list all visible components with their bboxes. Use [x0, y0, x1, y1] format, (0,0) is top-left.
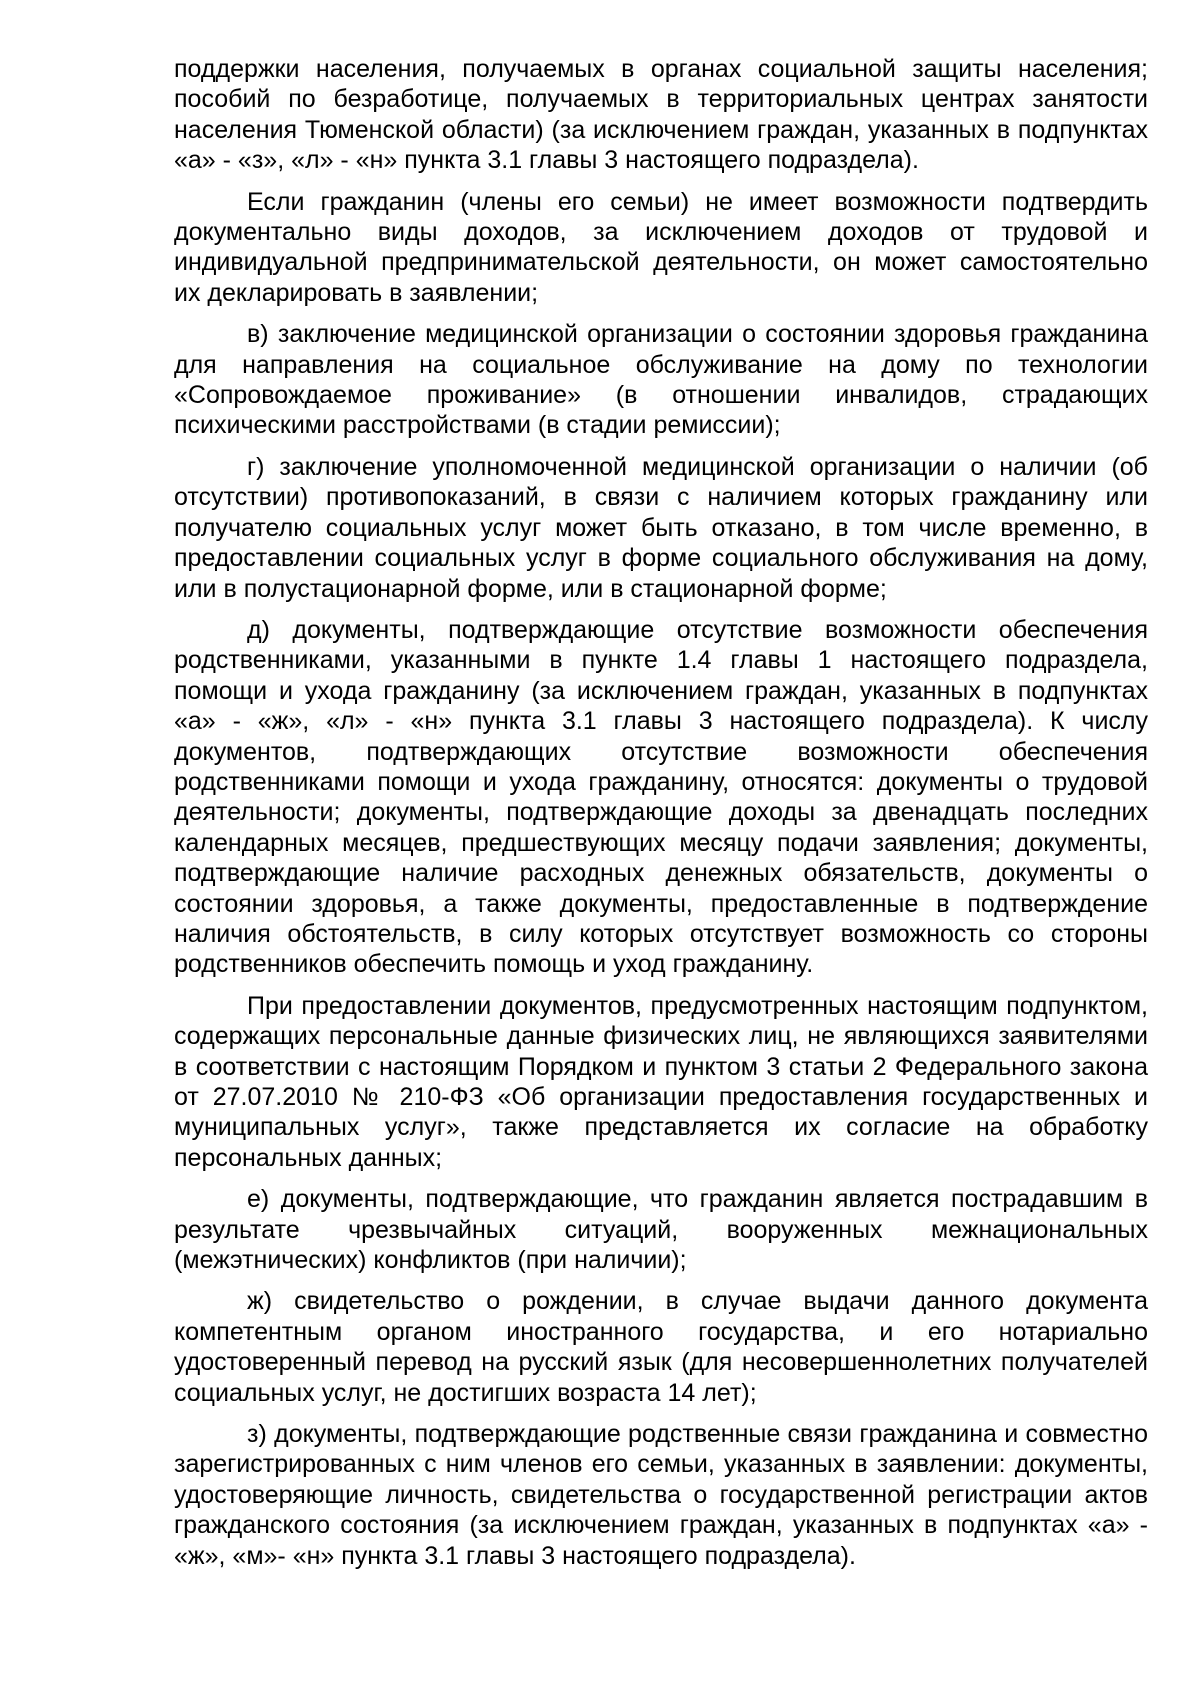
paragraph-personal-data-consent: При предоставлении документов, предусмотренных настоящим подпунктом, содержащих персональные данные физических лиц, не являющихся заявителями в соответствии с настоящим Порядком и пунктом 3 статьи 2 Федерального закона от 27.07.2010 № 210-ФЗ «Об организации предоставления государственных и муниципальных услуг», также представляется их согласие на обработку персональных данных;	[174, 991, 1148, 1172]
paragraph-item-v: в) заключение медицинской организации о состоянии здоровья гражданина для направления на социальное обслуживание на дому по технологии «Сопровождаемое проживание» (в отношении инвалидов, страдающих психическими расстройствами (в стадии ремиссии);	[174, 320, 1148, 440]
paragraph-item-g: г) заключение уполномоченной медицинской организации о наличии (об отсутствии) противопоказаний, в связи с наличием которых гражданину или получателю социальных услуг может быть отказано, в том числе временно, в предоставлении социальных услуг в форме социального обслуживания на дому, или в полустационарной форме, или в стационарной форме;	[174, 452, 1148, 603]
paragraph-item-z: з) документы, подтверждающие родственные связи гражданина и совместно зарегистрированных с ним членов его семьи, указанных в заявлении: документы, удостоверяющие личность, свидетельства о государственной регистрации актов гражданского состояния (за исключением граждан, указанных в подпунктах «а» - «ж», «м»- «н» пункта 3.1 главы 3 настоящего подраздела).	[174, 1420, 1148, 1570]
paragraph-item-d: д) документы, подтверждающие отсутствие возможности обеспечения родственниками, указанными в пункте 1.4 главы 1 настоящего подраздела, помощи и ухода гражданину (за исключением граждан, указанных в подпунктах «а» - «ж», «л» - «н» пункта 3.1 главы 3 настоящего подраздела). К числу документов, подтверждающих отсутствие возможности обеспечения родственниками помощи и ухода гражданину, относятся: документы о трудовой деятельности; документы, подтверждающие доходы за двенадцать последних календарных месяцев, предшествующих месяцу подачи заявления; документы, подтверждающие наличие расходных денежных обязательств, документы о состоянии здоровья, а также документы, предоставленные в подтверждение наличия обстоятельств, в силу которых отсутствует возможность со стороны родственников обеспечить помощь и уход гражданину.	[174, 615, 1148, 979]
paragraph-income-continuation: поддержки населения, получаемых в органах социальной защиты населения; пособий по безработице, получаемых в территориальных центрах занятости населения Тюменской области) (за исключением граждан, указанных в подпунктах «а» - «з», «л» - «н» пункта 3.1 главы 3 настоящего подраздела).	[174, 55, 1148, 175]
paragraph-income-declaration: Если гражданин (члены его семьи) не имеет возможности подтвердить документально виды доходов, за исключением доходов от трудовой и индивидуальной предпринимательской деятельности, он может самостоятельно их декларировать в заявлении;	[174, 187, 1148, 307]
paragraph-item-zh: ж) свидетельство о рождении, в случае выдачи данного документа компетентным органом иностранного государства, и его нотариально удостоверенный перевод на русский язык (для несовершеннолетних получателей социальных услуг, не достигших возраста 14 лет);	[174, 1287, 1148, 1407]
document-page	[174, 54, 1148, 1582]
paragraph-item-e: е) документы, подтверждающие, что гражданин является пострадавшим в результате чрезвычайных ситуаций, вооруженных межнациональных (межэтнических) конфликтов (при наличии);	[174, 1185, 1148, 1275]
